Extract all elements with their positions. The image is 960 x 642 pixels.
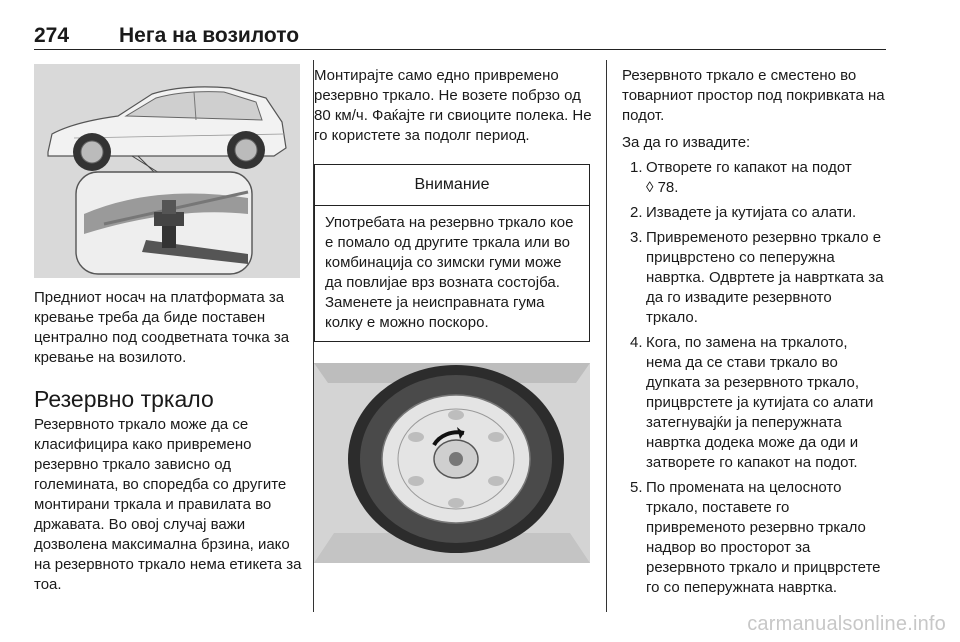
spare-wheel-illustration [314,363,590,563]
page-reference-icon: ◊ [646,179,654,196]
spare-wheel-paragraph: Резервното тркало може да се класифицира како привремено резервно тркало зависно од големината, во споредба со другите монтирани тркала и правилата во државата. Во овој случај важи дозволена максимална брзина, иако на резервното тркало нема етикета за тоа. [34,416,302,593]
removal-steps [622,158,886,598]
warning-box [314,164,590,342]
list-item: 2. Извадете ја кутијата со алати. [630,204,857,221]
removal-lead: За да го извадите: [622,134,751,151]
list-item: 5. По промената на целосното тркало, поставете го привременото резервно тркало надвор во просторот за резервното тркало и прицврстете го со пеперужната навртка. [630,479,881,596]
temporary-spare-paragraph: Монтирајте само едно привремено резервно тркало. Не возете побрзо од 80 км/ч. Фаќајте ги свиоците полека. Не го користете за подолг период. [314,67,592,144]
list-item: 1. Отворете го капакот на подот ◊ 78. [630,159,852,196]
warning-heading: Внимание [315,165,589,206]
warning-text: Употребата на резервно тркало кое е помало од другите тркала или во комбинација со зимски гуми може да повлијае врз возната состојба. Заменете ја неисправната гума колку е можно поскоро. [325,214,574,331]
watermark: carmanualsonline.info [747,613,946,635]
page-title: Нега на возилото [119,24,300,47]
column-2-intro [314,66,596,146]
column-3 [622,66,886,598]
car-lift-drawing [34,64,300,278]
section-heading: Резервно тркало [34,386,214,412]
page-number: 274 [34,24,70,47]
column-divider-2 [606,60,607,612]
figure-caption: Предниот носач на платформата за кревање треба да биде поставен централно под соодветната точка за кревање на возилото. [34,289,290,366]
list-item: 3. Привременото резервно тркало е прицврстено со пеперужна навртка. Одвртете ја навртката за да го извадите резервното тркало. [630,229,884,326]
lifting-point-illustration [34,64,300,278]
spare-location-paragraph: Резервното тркало е сместено во товарниот простор под покривката на подот. [622,67,885,124]
spare-wheel-drawing [314,363,590,563]
page-reference[interactable]: 78. [657,179,679,196]
column-1 [34,288,302,595]
header-divider [34,49,886,50]
page-header [34,24,886,50]
list-item: 4. Кога, по замена на тркалото, нема да се стави тркало во дупката за резервното тркало, прицврстете ја кутијата со алати затегнувајќи ја пеперужната навртка додека може да оди и затворете го капакот на подот. [630,334,874,471]
